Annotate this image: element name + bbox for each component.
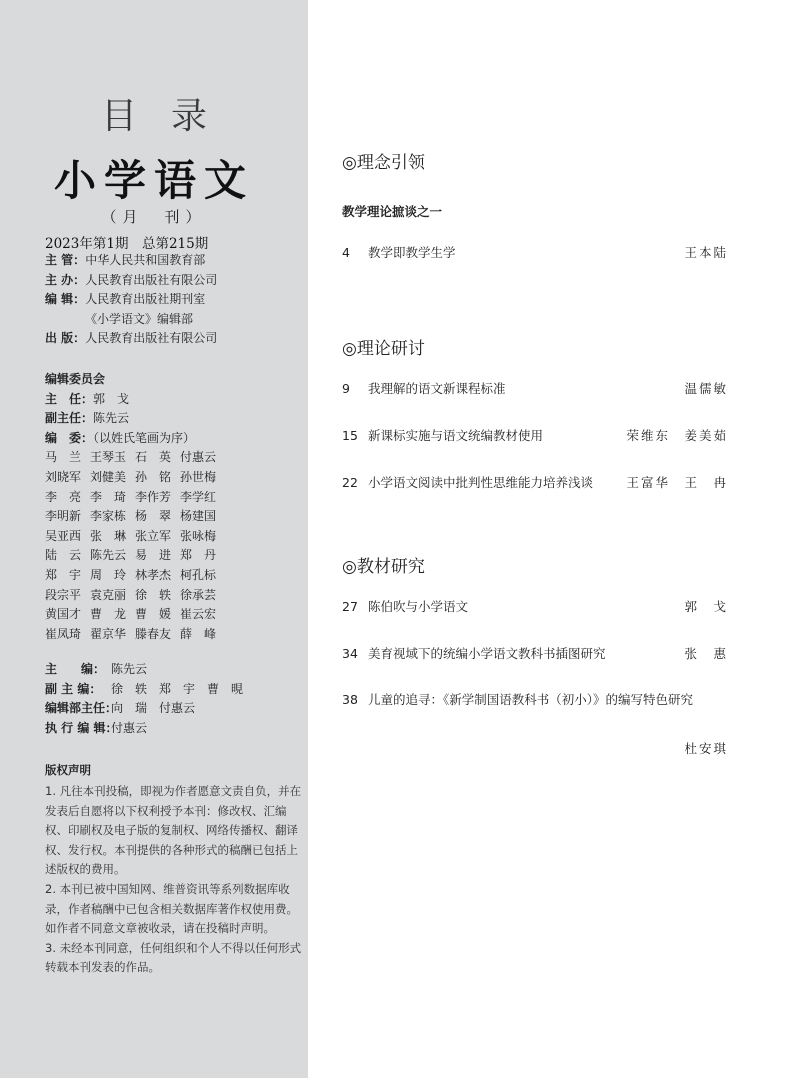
board-member-name: 张立军 [135,528,172,543]
page-number: 38 [342,692,358,707]
board-member-name: 孙 铭 [135,469,172,484]
board-member-name: 李家栋 [90,509,127,524]
editorial-board [45,370,225,644]
board-member-name: 陈先云 [90,548,127,563]
board-member-row [45,488,225,508]
board-member-name: 柯孔标 [180,567,217,582]
page-number: 4 [342,245,350,260]
board-heading: 编辑委员会 [45,372,106,386]
editor-row: 主 编： 陈先云 [45,662,148,676]
board-member-name: 郑 宇 [45,567,82,582]
article-author: 温儒敏 [684,381,728,396]
toc-entry[interactable] [342,379,728,399]
page-number: 27 [342,599,358,614]
article-title: 陈伯吹与小学语文 [368,599,469,614]
page-number: 22 [342,475,358,490]
board-member-name: 袁克丽 [90,587,127,602]
board-member-name: 杨建国 [180,509,217,524]
toc-entry[interactable] [342,597,728,617]
meta-row: 《小学语文》编辑部 [85,311,194,326]
board-member-row [45,586,225,606]
meta-row: 主 管：中华人民共和国教育部 [45,253,206,267]
magazine-name: 小学语文 [53,156,254,205]
article-author: 王本陆 [684,245,728,260]
page-number: 15 [342,428,358,443]
board-member-name: 段宗平 [45,587,82,602]
board-member-name: 李学红 [180,489,217,504]
board-member-name: 滕春友 [135,626,172,641]
board-member-row [45,625,225,645]
article-author: 王富华 王 冉 [626,475,728,490]
board-member-row [45,546,225,566]
copyright-heading: 版权声明 [45,763,91,777]
board-member-name: 曹 媛 [135,607,172,622]
board-member-row [45,566,225,586]
page-number: 9 [342,381,350,396]
catalog-title: 目录 [100,96,241,137]
publisher-info [45,251,217,349]
board-member-name: 王琴玉 [90,450,127,465]
board-member-name: 崔凤琦 [45,626,82,641]
meta-row: 出 版：人民教育出版社有限公司 [45,331,218,346]
board-member-row [45,507,225,527]
board-member-row [45,527,225,547]
toc-entry[interactable] [342,426,728,446]
board-member-name: 张 琳 [90,528,127,543]
editors-list [45,660,243,738]
toc-entry[interactable] [342,690,762,710]
article-author: 荣维东 姜美茹 [626,428,728,443]
editor-row: 副 主 编： 徐 轶 郑 宇 曹 晛 [45,681,244,696]
article-title: 我理解的语文新课程标准 [368,381,506,396]
board-member-row [45,605,225,625]
section-heading: ◎理念引领 [342,153,425,173]
board-member-name: 曹 龙 [90,607,127,622]
board-member-name: 吴亚西 [45,528,82,543]
article-title: 教学即教学生学 [368,245,456,260]
board-member-name: 石 英 [135,450,172,465]
board-member-name: 李 亮 [45,489,82,504]
toc-entry[interactable] [342,473,728,493]
board-member-name: 刘晓军 [45,469,82,484]
board-deputy: 副主任：陈先云 [45,411,130,426]
board-member-name: 陆 云 [45,548,82,563]
board-member-name: 杨 翠 [135,509,172,524]
board-member-name: 李 琦 [90,489,127,504]
board-member-name: 林孝杰 [135,567,172,582]
board-member-name: 周 玲 [90,567,127,582]
board-member-row [45,448,225,468]
editor-row: 执 行 编 辑：付惠云 [45,720,148,735]
board-member-row [45,468,225,488]
board-member-name: 付惠云 [180,450,217,465]
board-member-name: 翟京华 [90,626,127,641]
board-member-name: 黄国才 [45,607,82,622]
article-title: 儿童的追寻：《新学制国语教科书（初小）》的编写特色研究 [368,692,694,707]
board-members [45,448,225,644]
masthead-panel [0,0,308,1078]
board-member-name: 孙世梅 [180,469,217,484]
copyright-paragraph: 2. 本刊已被中国知网、维普资讯等系列数据库收录，作者稿酬中已包含相关数据库著作权使用费。如作者不同意文章被收录，请在投稿时声明。 [45,881,298,936]
board-members-label: 编 委：（以姓氏笔画为序） [45,430,196,445]
toc-entry[interactable] [342,243,728,263]
editor-row: 编辑部主任：向 瑞 付惠云 [45,701,196,716]
board-member-name: 徐 轶 [135,587,172,602]
board-member-name: 马 兰 [45,450,82,465]
board-director: 主 任：郭 戈 [45,391,130,406]
board-member-name: 崔云宏 [180,607,217,622]
toc-entry[interactable] [342,644,728,664]
board-member-name: 徐承芸 [180,587,217,602]
section-heading: ◎教材研究 [342,557,425,577]
meta-row: 编 辑：人民教育出版社期刊室 [45,292,206,307]
board-member-name: 李作芳 [135,489,172,504]
board-member-name: 薛 峰 [180,626,217,641]
board-member-name: 刘健美 [90,469,127,484]
article-title: 小学语文阅读中批判性思维能力培养浅谈 [368,475,594,490]
table-of-contents [308,0,800,1078]
meta-row: 主 办：人民教育出版社有限公司 [45,272,218,287]
article-author: 张 惠 [684,646,728,661]
article-author: 杜安琪 [684,741,728,756]
board-member-name: 李明新 [45,509,82,524]
board-member-name: 易 进 [135,548,172,563]
section-subheading: 教学理论摭谈之一 [342,204,443,219]
article-author: 郭 戈 [684,599,728,614]
article-title: 新课标实施与语文统编教材使用 [368,428,544,443]
copyright-paragraph: 3. 未经本刊同意，任何组织和个人不得以任何形式转载本刊发表的作品。 [45,940,302,975]
section-heading: ◎理论研讨 [342,339,425,359]
copyright-notice [45,760,307,978]
article-title: 美育视域下的统编小学语文教科书插图研究 [368,646,606,661]
board-member-name: 郑 丹 [180,548,217,563]
board-member-name: 张咏梅 [180,528,217,543]
copyright-paragraph: 1. 凡往本刊投稿，即视为作者愿意文责自负，并在发表后自愿将以下权利授予本刊：修改权、汇编权、印刷权及电子版的复制权、网络传播权、翻译权、发行权。本刊提供的各种形式的稿酬已包括上述版权的费用。 [45,784,302,877]
publication-frequency: （月 刊） [101,208,207,226]
issue-number: 2023年第1期 总第215期 [45,236,209,252]
page-number: 34 [342,646,358,661]
